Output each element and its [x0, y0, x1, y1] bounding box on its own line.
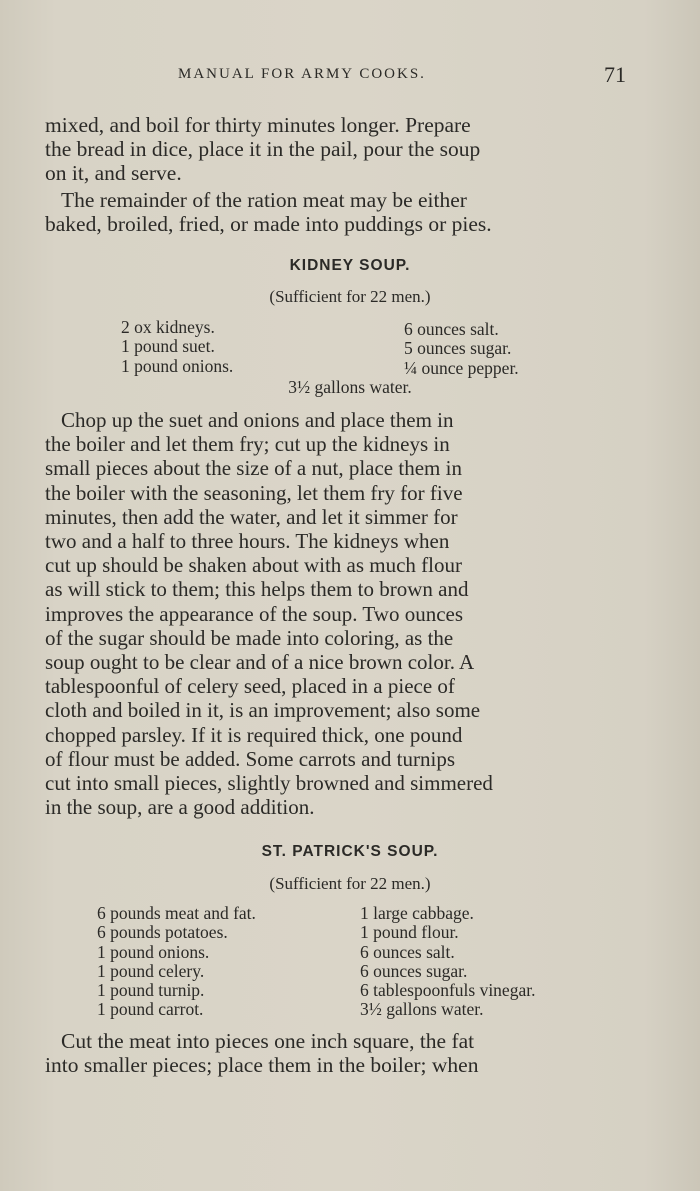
st-patricks-method — [45, 1029, 627, 1077]
text-line: the boiler and let them fry; cut up the kidneys in — [45, 432, 450, 457]
ingredient: ¼ ounce pepper. — [404, 357, 519, 378]
text-line: small pieces about the size of a nut, place them in — [45, 456, 462, 481]
kidney-soup-water: 3½ gallons water. — [288, 377, 412, 397]
text-line: of the sugar should be made into coloring, as the — [45, 625, 454, 650]
ingredient: 1 pound onions. — [97, 941, 210, 962]
running-title: MANUAL FOR ARMY COOKS. — [178, 66, 426, 82]
ingredient: 6 ounces salt. — [360, 941, 455, 962]
ingredient: 6 ounces salt. — [404, 319, 499, 339]
ingredient: 6 ounces sugar. — [360, 960, 468, 981]
text-line: tablespoonful of celery seed, placed in a piece of — [45, 674, 455, 699]
text-line: baked, broiled, fried, or made into puddings or pies. — [45, 212, 492, 237]
running-head — [0, 62, 700, 88]
text-line: of flour must be added. Some carrots and turnips — [45, 746, 455, 771]
text-line: Chop up the suet and onions and place them in — [61, 408, 454, 432]
text-line: the boiler with the seasoning, let them fry for five — [45, 480, 463, 505]
intro-paragraph — [45, 113, 627, 186]
kidney-soup-ingredients-right — [404, 320, 519, 378]
text-line: the bread in dice, place it in the pail, pour the soup — [45, 137, 481, 162]
remainder-paragraph — [45, 188, 627, 236]
ingredient: 1 pound flour. — [360, 922, 459, 943]
ingredient: 1 pound turnip. — [97, 980, 205, 1001]
text-line: cut up should be shaken about with as much flour — [45, 553, 463, 578]
st-patricks-ingredients-left — [97, 904, 256, 1020]
ingredient: 6 tablespoonfuls vinegar. — [360, 980, 536, 1001]
text-line: minutes, then add the water, and let it simmer for — [45, 504, 458, 529]
text-line: improves the appearance of the soup. Two ounces — [45, 601, 464, 626]
ingredient: 2 ox kidneys. — [121, 317, 215, 337]
text-line: cloth and boiled in it, is an improvement; also some — [45, 698, 481, 723]
text-line: in the soup, are a good addition. — [45, 795, 315, 820]
page-number: 71 — [604, 62, 626, 87]
text-line: on it, and serve. — [45, 161, 182, 186]
st-patricks-ingredients-right — [360, 904, 535, 1020]
ingredient: 1 pound onions. — [121, 355, 234, 376]
text-line: cut into small pieces, slightly browned and simmered — [45, 771, 493, 796]
st-patricks-soup-title: ST. PATRICK'S SOUP. — [261, 843, 439, 860]
ingredient: 1 pound suet. — [121, 336, 215, 357]
text-line: The remainder of the ration meat may be either — [61, 188, 467, 212]
text-line: two and a half to three hours. The kidneys when — [45, 529, 450, 554]
text-line: Cut the meat into pieces one inch square, the fat — [61, 1029, 475, 1053]
ingredient: 1 pound celery. — [97, 960, 205, 981]
ingredient: 3½ gallons water. — [360, 999, 484, 1020]
kidney-soup-ingredients-left — [121, 318, 233, 376]
kidney-soup-sufficient: (Sufficient for 22 men.) — [269, 287, 431, 306]
kidney-soup-method — [45, 408, 627, 819]
text-line: chopped parsley. If it is required thick, one pound — [45, 722, 463, 747]
ingredient: 1 large cabbage. — [360, 903, 474, 923]
kidney-soup-title: KIDNEY SOUP. — [289, 257, 411, 274]
ingredient: 1 pound carrot. — [97, 999, 204, 1020]
text-line: mixed, and boil for thirty minutes longer. Prepare — [45, 113, 471, 137]
st-patricks-soup-sufficient: (Sufficient for 22 men.) — [269, 874, 431, 893]
ingredient: 6 pounds potatoes. — [97, 922, 228, 943]
text-line: into smaller pieces; place them in the boiler; when — [45, 1053, 479, 1078]
ingredient: 6 pounds meat and fat. — [97, 903, 256, 923]
text-line: as will stick to them; this helps them to brown and — [45, 577, 469, 602]
ingredient: 5 ounces sugar. — [404, 338, 512, 359]
text-line: soup ought to be clear and of a nice brown color. A — [45, 650, 475, 675]
